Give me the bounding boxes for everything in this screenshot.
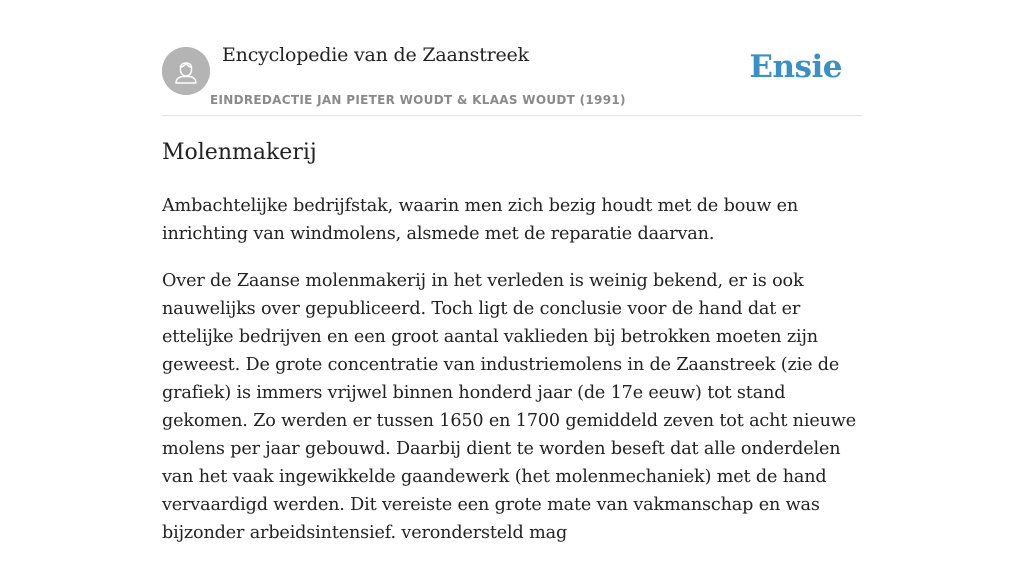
source-editors: EINDREDACTIE JAN PIETER WOUDT & KLAAS WOUDT (1991) <box>210 93 626 107</box>
article-paragraph: Over de Zaanse molenmakerij in het verleden is weinig bekend, er is ook nauwelijks over gepubliceerd. Toch ligt de conclusie voor de hand dat er ettelijke bedrijven en een groot aantal vaklieden bij betrokken moeten zijn geweest. De grote concentratie van industriemolens in de Zaanstreek (zie de grafiek) is immers vrijwel binnen honderd jaar (de 17e eeuw) tot stand gekomen. Zo werden er tussen 1650 en 1700 gemiddeld zeven tot acht nieuwe molens per jaar gebouwd. Daarbij dient te worden beseft dat alle onderdelen van het vaak ingewikkelde gaandewerk (het molenmechaniek) met de hand vervaardigd werden. Dit vereiste een grote mate van vakmanschap en was bijzonder arbeidsintensief. verondersteld mag <box>162 271 856 543</box>
source-header <box>162 0 862 116</box>
user-icon[interactable] <box>162 47 210 95</box>
article-paragraph: Ambachtelijke bedrijfstak, waarin men zich bezig houdt met de bouw en inrichting van windmolens, alsmede met de reparatie daarvan. <box>162 196 799 244</box>
source-title[interactable]: Encyclopedie van de Zaanstreek <box>222 44 529 66</box>
ensie-logo[interactable]: Ensie <box>749 49 842 85</box>
page-title: Molenmakerij <box>162 140 317 165</box>
content-column <box>162 0 862 543</box>
article-body <box>162 192 862 566</box>
